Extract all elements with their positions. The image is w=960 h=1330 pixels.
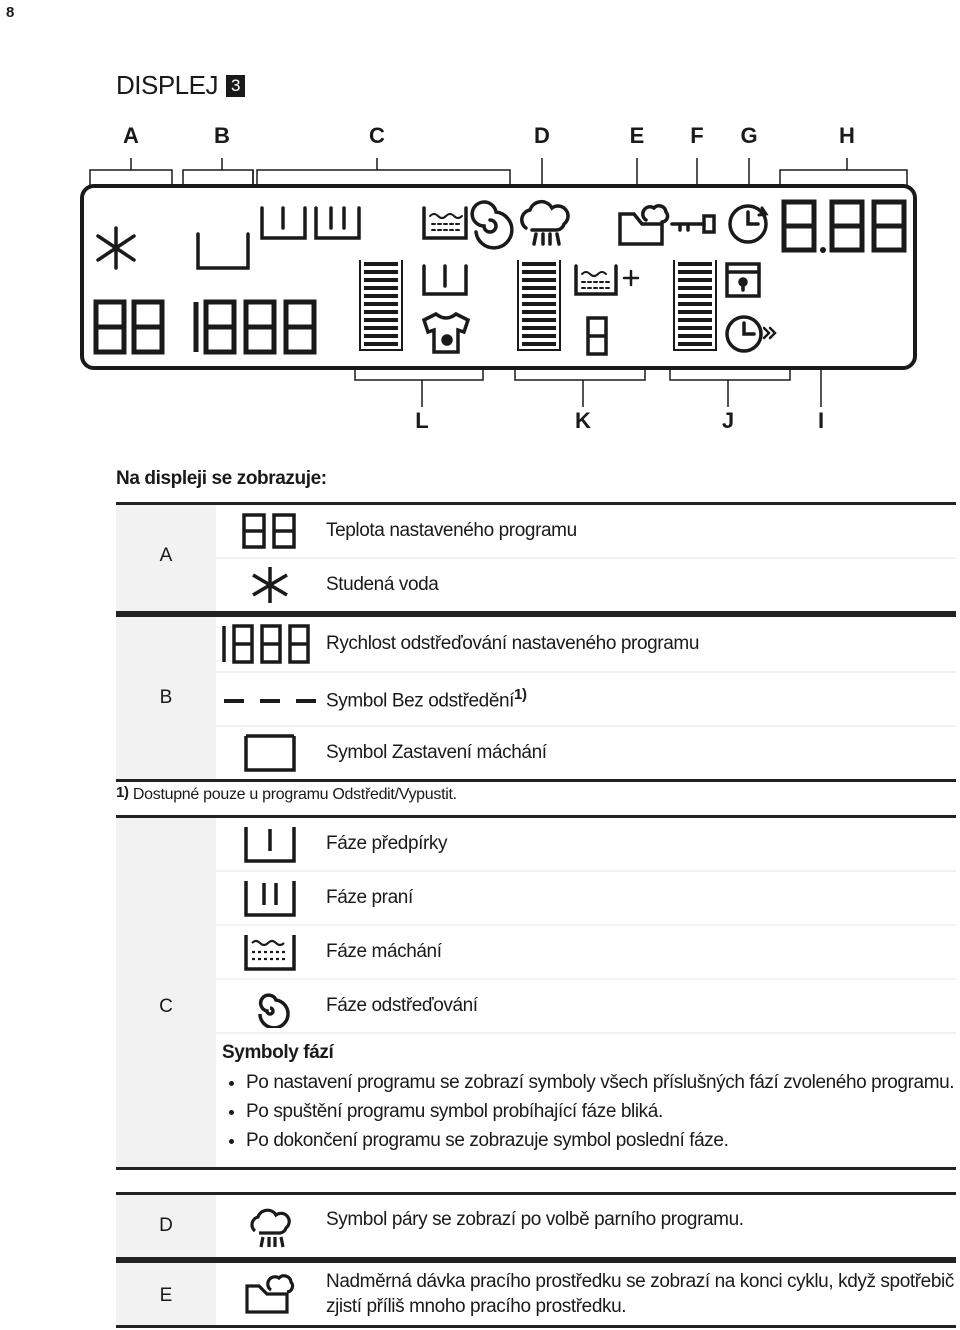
diagram-label-g: G bbox=[740, 123, 758, 148]
table-row bbox=[216, 559, 956, 611]
table-row bbox=[216, 1195, 956, 1257]
cold-water-icon bbox=[216, 563, 324, 607]
intro-text: Na displeji se zobrazuje: bbox=[116, 468, 327, 489]
group-a bbox=[116, 502, 956, 614]
diagram-label-j: J bbox=[721, 408, 735, 433]
group-c bbox=[116, 815, 956, 1170]
spin-phase-icon bbox=[216, 984, 324, 1028]
diagram-label-k: K bbox=[575, 408, 591, 433]
page-number: 8 bbox=[6, 4, 15, 21]
table-row bbox=[216, 926, 956, 980]
row-text: Teplota nastaveného programu bbox=[326, 520, 577, 541]
diagram-label-e: E bbox=[629, 123, 645, 148]
row-text: Fáze praní bbox=[326, 887, 413, 908]
row-text: Nadměrná dávka pracího prostředku se zobrazí na konci cyklu, když spotřebič zjistí příliš mnoho pracího prostředku. bbox=[326, 1271, 954, 1317]
note-item: • Po spuštění programu symbol probíhající fáze bliká. bbox=[246, 1099, 956, 1124]
notes-title: Symboly fází bbox=[222, 1042, 334, 1063]
group-e bbox=[116, 1260, 956, 1328]
note-item: • Po nastavení programu se zobrazí symboly všech příslušných fází zvoleného programu. bbox=[246, 1070, 956, 1095]
group-d-label: D bbox=[159, 1215, 173, 1236]
footnote-text: Dostupné pouze u programu Odstředit/Vypustit. bbox=[132, 786, 457, 803]
table-row bbox=[216, 980, 956, 1034]
diagram-label-c: C bbox=[369, 123, 385, 148]
row-text: Symbol Zastavení máchání bbox=[326, 742, 547, 763]
table-row bbox=[216, 673, 956, 727]
group-b-label: B bbox=[159, 687, 173, 708]
table-row bbox=[216, 727, 956, 779]
footnote-marker: 1) bbox=[116, 784, 129, 801]
no-spin-icon bbox=[216, 689, 324, 709]
rinse-phase-icon bbox=[216, 931, 324, 973]
row-text bbox=[324, 686, 956, 712]
figure-number-badge: 3 bbox=[226, 75, 245, 97]
wash-phase-icon bbox=[216, 877, 324, 919]
diagram-label-f: F bbox=[690, 123, 704, 148]
rinse-hold-icon bbox=[216, 732, 324, 774]
diagram-label-d: D bbox=[534, 123, 550, 148]
note-item: • Po dokončení programu se zobrazuje symbol poslední fáze. bbox=[246, 1128, 956, 1153]
section-title-text: DISPLEJ bbox=[116, 70, 218, 100]
steam-icon bbox=[216, 1195, 324, 1251]
spin-speed-digits-icon bbox=[216, 622, 324, 666]
table-row bbox=[216, 1263, 956, 1325]
diagram-label-i: I bbox=[817, 408, 825, 433]
detergent-overdose-icon bbox=[216, 1272, 324, 1316]
phase-symbols-notes bbox=[216, 1034, 956, 1167]
display-diagram bbox=[0, 110, 960, 440]
diagram-label-h: H bbox=[839, 123, 855, 148]
row-text: Fáze odstřeďování bbox=[326, 995, 478, 1016]
group-c-label: C bbox=[159, 996, 173, 1017]
group-b bbox=[116, 614, 956, 782]
footnote bbox=[116, 784, 457, 804]
group-e-label: E bbox=[159, 1285, 173, 1306]
section-title bbox=[116, 70, 245, 101]
row-text: Symbol páry se zobrazí po volbě parního programu. bbox=[326, 1209, 744, 1230]
row-text: Fáze předpírky bbox=[326, 833, 448, 854]
prewash-phase-icon bbox=[216, 823, 324, 865]
table-row bbox=[216, 818, 956, 872]
diagram-label-l: L bbox=[415, 408, 429, 433]
footnote-ref: 1) bbox=[514, 685, 527, 703]
row-text-label: Symbol Bez odstředění bbox=[326, 690, 515, 712]
group-a-label: A bbox=[159, 545, 173, 566]
diagram-label-b: B bbox=[214, 123, 230, 148]
group-d bbox=[116, 1192, 956, 1260]
diagram-label-a: A bbox=[123, 123, 139, 148]
table-row bbox=[216, 872, 956, 926]
temperature-digits-icon bbox=[216, 511, 324, 551]
table-row bbox=[216, 505, 956, 559]
row-text: Rychlost odstřeďování nastaveného programu bbox=[326, 633, 699, 654]
row-text: Fáze máchání bbox=[326, 941, 442, 962]
row-text: Studená voda bbox=[326, 574, 439, 595]
table-row bbox=[216, 617, 956, 673]
